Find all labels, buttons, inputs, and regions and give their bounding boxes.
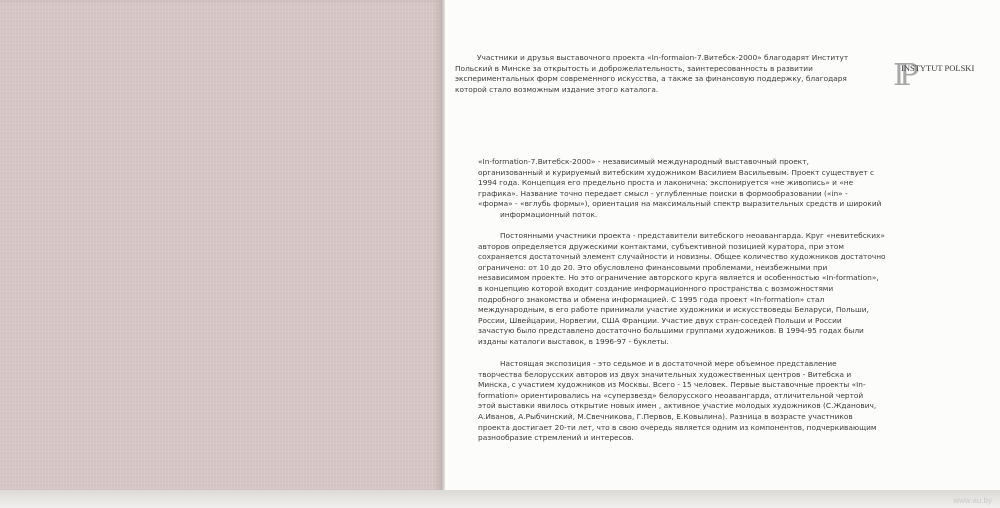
text-line: «форма» - «вглубь формы»), ориентация на максимальный спектр выразительных средств и широкий xyxy=(478,199,882,209)
acknowledgement-paragraph xyxy=(455,53,847,95)
text-line: авторов определяется дружескими контактами, субъективной позицией куратора, при этом xyxy=(478,241,844,251)
text-line: ограничено: от 10 до 20. Это обусловлено финансовыми проблемами, неизбежными при xyxy=(478,262,828,272)
text-line: проекта достигает 20-ти лет, что в свою очередь является одним из компонентов, подчеркивающим xyxy=(478,422,877,432)
instytut-polski-logo xyxy=(893,58,973,98)
text-line: в концепцию которой входит создание информационного пространства с возможностями xyxy=(478,283,834,293)
logo-name: INSTYTUT POLSKI xyxy=(901,63,975,73)
text-line: Настоящая экспозиция - это седьмое и в достаточной мере объемное представление xyxy=(500,359,837,368)
participants-paragraph xyxy=(478,231,886,348)
text-line: «In-formation-7.Витебск-2000» - независимый международный выставочный проект, xyxy=(478,157,809,166)
text-line: творчества белорусских авторов из двух значительных художественных центров - Витебска и xyxy=(478,369,852,379)
text-line: организованный и курируемый витебским художником Василием Васильевым. Проект существует с xyxy=(478,167,875,177)
text-line: 1994 года. Концепция его предельно проста и лаконична: экспонируется «не живопись» и «не xyxy=(478,178,854,188)
website-watermark: www.au.by xyxy=(953,496,992,505)
text-line: подробного знакомства и обмена информацией. С 1995 года проект «In-formation» стал xyxy=(478,294,825,304)
logo-monogram: IP xyxy=(893,58,914,93)
text-line: независимом проекте. Но это ограничение авторского круга является и особенностью «In-formation», xyxy=(478,273,879,283)
text-line: Постоянными участники проекта - представители витебского неоавангарда. Круг «невитебских» xyxy=(500,231,885,240)
text-line: сохраняется достаточный элемент случайности и новизны. Общее количество художников достаточно xyxy=(478,252,886,262)
text-line: Минска, с участием художников из Москвы. Всего - 15 человек. Первые выставочные проекты «In- xyxy=(478,380,866,390)
text-line: этой выставки явилось открытие новых имен , активное участие молодых художников (С.Жданович, xyxy=(478,401,877,411)
text-line: А.Иванов, А.Рыбчинский, М.Свечникова, Г.Первов, Е.Ковылина). Разница в возрасте участников xyxy=(478,411,853,421)
project-description-paragraph xyxy=(478,157,882,221)
text-line: России, Швейцарии, Норвегии, США Франции. Участие двух стран-соседей Польши и России xyxy=(478,315,842,325)
exhibition-paragraph xyxy=(478,359,877,444)
text-line: экспериментальных форм современного искусства, а также за финансовую поддержку, благодаря xyxy=(455,74,847,84)
text-line: графика». Название точно передает смысл - углубленные поиски в формообразовании («in» - xyxy=(478,188,848,198)
text-line: зачастую было представлено достаточно большими группами художников. В 1994-95 годах были xyxy=(478,326,864,336)
text-line: formation» ориентировались на «суперзвезд» белорусского неоавангарда, отличительной чертой xyxy=(478,390,864,400)
catalog-left-page xyxy=(0,0,441,498)
text-line: Участники и друзья выставочного проекта «In-formaion-7.Витебск-2000» благодарят Институт xyxy=(477,53,849,62)
text-line: международным, в его работе принимали участие художники и искусствоведы Беларуси, Польши, xyxy=(478,305,869,315)
text-line: изданы каталоги выставок, в 1996-97 - буклеты. xyxy=(478,336,669,346)
text-line: Польский в Минске за открытость и доброжелательность, заинтересованность в развитии xyxy=(455,63,813,73)
text-line: информационный поток. xyxy=(500,209,598,219)
text-line: разнообразие стремлений и интересов. xyxy=(478,433,634,443)
text-line: которой стало возможным издание этого каталога. xyxy=(455,84,659,94)
page-bottom-shadow xyxy=(0,490,1000,508)
